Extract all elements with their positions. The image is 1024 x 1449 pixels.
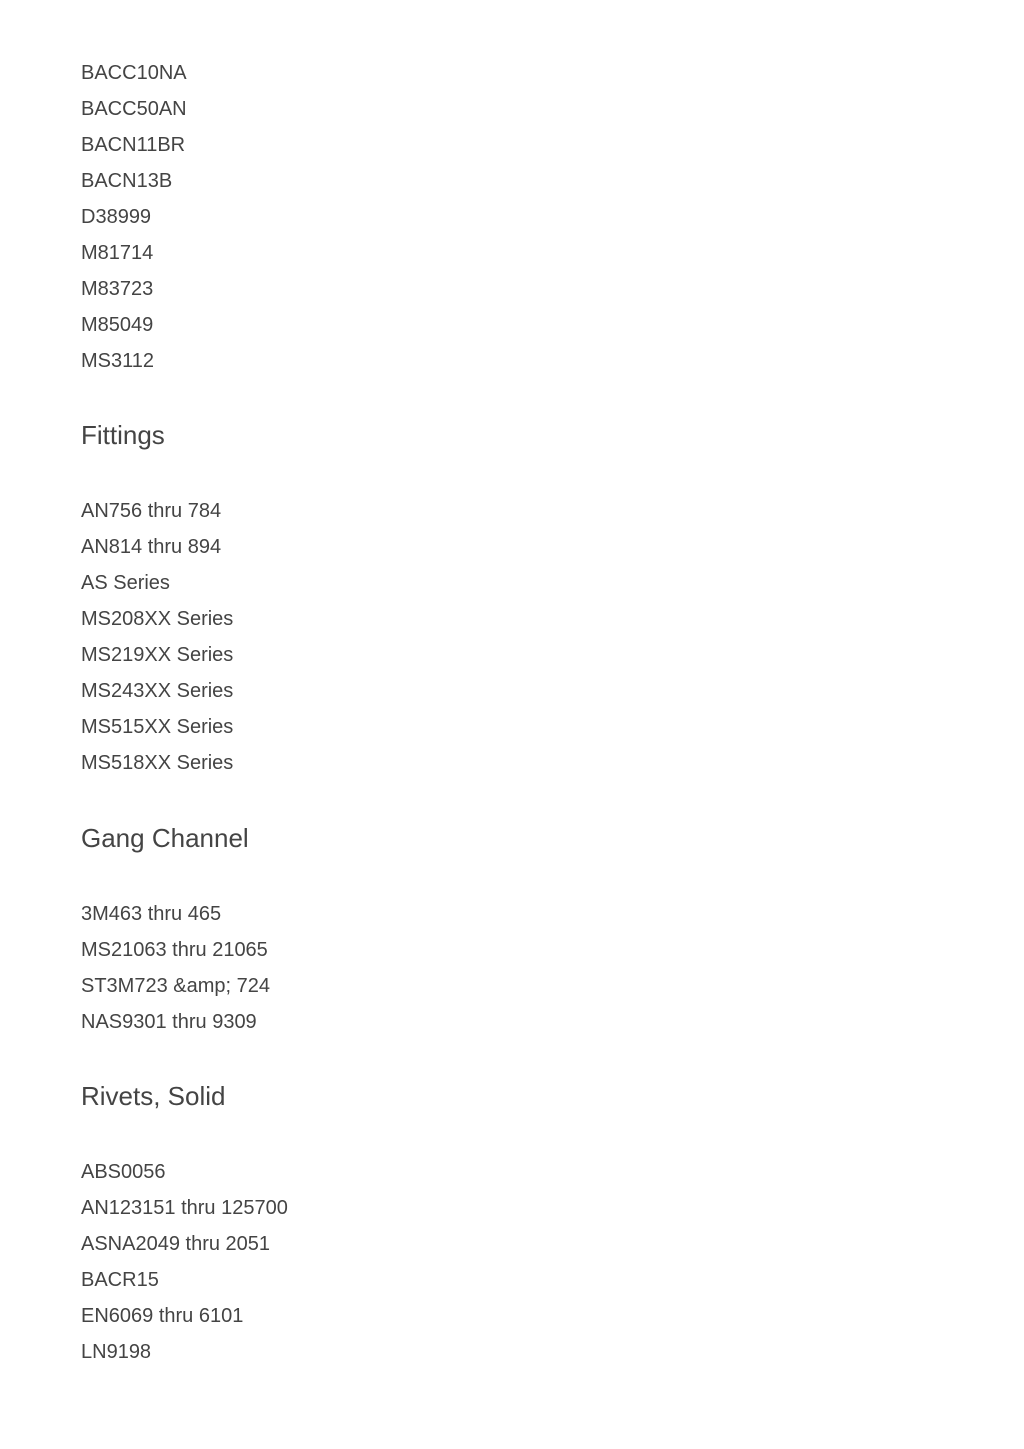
list-item: M81714 <box>81 242 154 264</box>
list-item: BACN13B <box>81 170 173 192</box>
list-item: ASNA2049 thru 2051 <box>81 1233 271 1255</box>
list-item: ABS0056 <box>81 1161 166 1183</box>
list-item: BACN11BR <box>81 134 186 156</box>
list-item: AS Series <box>81 572 170 594</box>
list-item: BACC50AN <box>81 98 187 120</box>
list-item: AN756 thru 784 <box>81 500 222 522</box>
section-heading-fittings: Fittings <box>81 420 165 450</box>
list-item: ST3M723 &amp; 724 <box>81 975 270 997</box>
list-item: LN9198 <box>81 1341 152 1363</box>
list-item: BACC10NA <box>81 62 187 84</box>
list-item: EN6069 thru 6101 <box>81 1305 244 1327</box>
list-item: 3M463 thru 465 <box>81 903 222 925</box>
list-item: AN123151 thru 125700 <box>81 1197 288 1219</box>
list-item: M85049 <box>81 314 154 336</box>
section-heading-gang-channel: Gang Channel <box>81 823 249 853</box>
list-item: MS21063 thru 21065 <box>81 939 268 961</box>
list-item: M83723 <box>81 278 154 300</box>
list-item: MS243XX Series <box>81 680 234 702</box>
section-heading-rivets-solid: Rivets, Solid <box>81 1081 226 1111</box>
list-item: NAS9301 thru 9309 <box>81 1011 257 1033</box>
list-item: MS518XX Series <box>81 752 234 774</box>
list-item: MS515XX Series <box>81 716 234 738</box>
list-item: MS219XX Series <box>81 644 234 666</box>
list-item: D38999 <box>81 206 152 228</box>
list-item: MS3112 <box>81 350 155 372</box>
list-item: AN814 thru 894 <box>81 536 222 558</box>
list-item: BACR15 <box>81 1269 159 1291</box>
list-item: MS208XX Series <box>81 608 234 630</box>
